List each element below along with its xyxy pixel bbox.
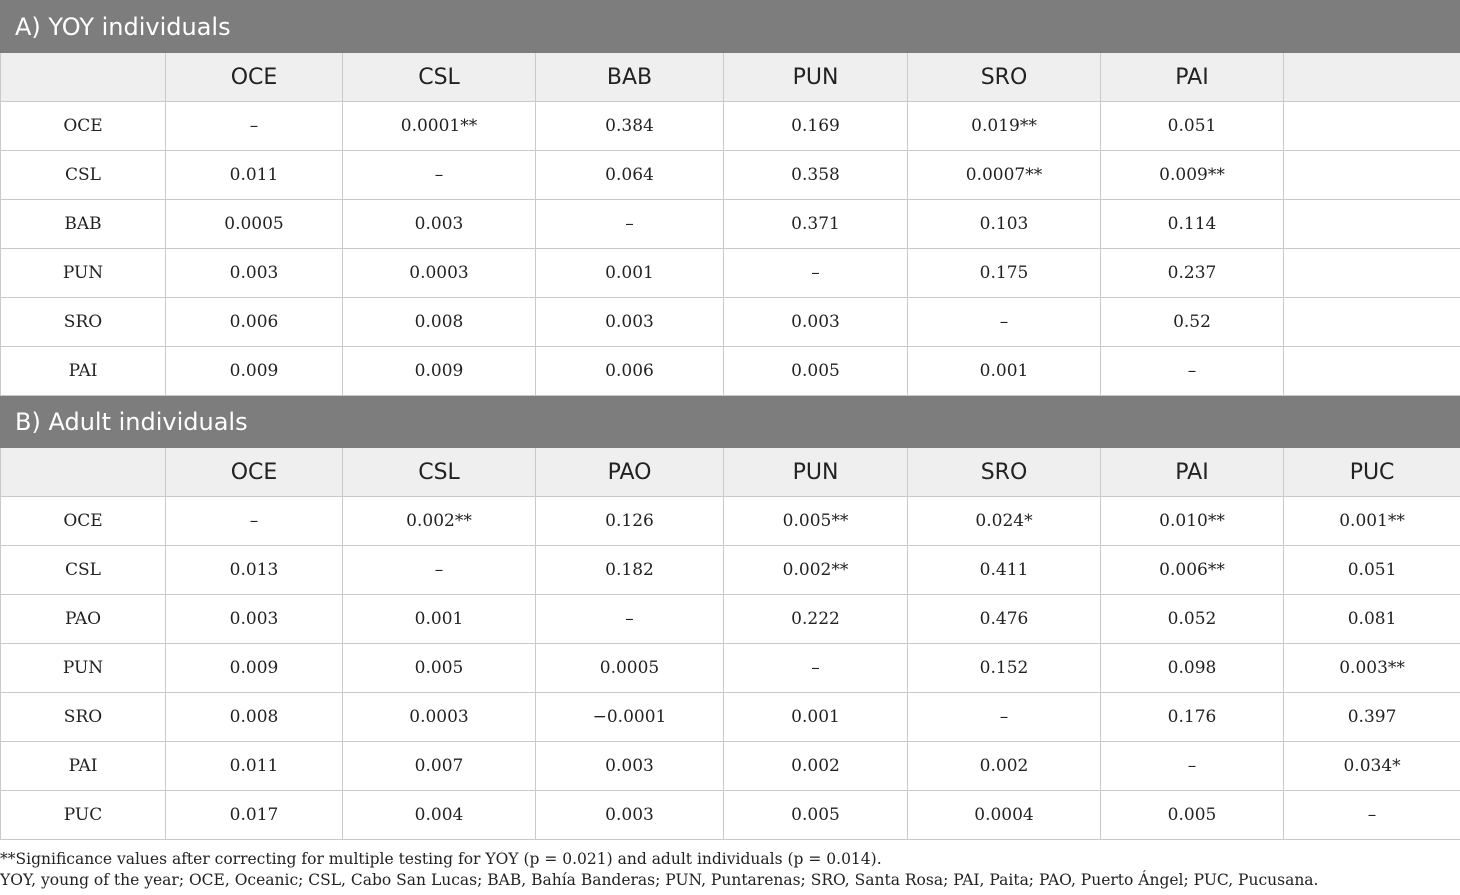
table-row — [1, 546, 1460, 595]
table-cell: 0.003 — [536, 742, 724, 791]
row-label: PAI — [1, 742, 166, 791]
table-cell: 0.0005 — [166, 200, 343, 249]
table-cell: 0.003 — [166, 249, 343, 298]
table-cell: – — [1101, 742, 1284, 791]
section-a-title-row — [1, 1, 1460, 53]
section-a-header-row — [1, 53, 1460, 102]
table-cell: 0.005 — [724, 791, 908, 840]
table-cell: 0.009** — [1101, 151, 1284, 200]
table-cell: 0.358 — [724, 151, 908, 200]
column-header: SRO — [908, 448, 1101, 497]
table-cell: 0.019** — [908, 102, 1101, 151]
table-cell: 0.064 — [536, 151, 724, 200]
table-row — [1, 742, 1460, 791]
table-cell: 0.010** — [1101, 497, 1284, 546]
table-cell: 0.098 — [1101, 644, 1284, 693]
table-cell: 0.114 — [1101, 200, 1284, 249]
section-b-title-row — [1, 396, 1460, 448]
table-cell: 0.371 — [724, 200, 908, 249]
column-header: BAB — [536, 53, 724, 102]
table-cell: 0.002** — [724, 546, 908, 595]
column-header: CSL — [343, 53, 536, 102]
table-cell — [1284, 102, 1460, 151]
table-cell: 0.003 — [536, 298, 724, 347]
table-cell: 0.011 — [166, 151, 343, 200]
table-cell: 0.005 — [1101, 791, 1284, 840]
table-cell — [1284, 200, 1460, 249]
column-header: PUN — [724, 448, 908, 497]
table-cell — [1284, 249, 1460, 298]
table-cell: 0.003 — [724, 298, 908, 347]
table-cell: 0.476 — [908, 595, 1101, 644]
table-cell: 0.051 — [1284, 546, 1460, 595]
table-cell: – — [166, 102, 343, 151]
column-header — [1284, 53, 1460, 102]
table-cell: 0.397 — [1284, 693, 1460, 742]
table-cell: 0.006** — [1101, 546, 1284, 595]
table-cell: – — [908, 693, 1101, 742]
table-cell: 0.006 — [166, 298, 343, 347]
table-cell: 0.001 — [536, 249, 724, 298]
column-header — [1, 448, 166, 497]
table-cell: 0.017 — [166, 791, 343, 840]
row-label: SRO — [1, 298, 166, 347]
table-cell: 0.001 — [343, 595, 536, 644]
table-cell: 0.175 — [908, 249, 1101, 298]
table-cell: 0.182 — [536, 546, 724, 595]
table-cell: 0.0007** — [908, 151, 1101, 200]
section-b-title: B) Adult individuals — [1, 396, 1460, 448]
table-cell: 0.237 — [1101, 249, 1284, 298]
table-row — [1, 102, 1460, 151]
table-cell: 0.006 — [536, 347, 724, 396]
table-cell — [1284, 298, 1460, 347]
table-cell: – — [536, 595, 724, 644]
table-cell: – — [724, 644, 908, 693]
row-label: PAO — [1, 595, 166, 644]
table-cell: −0.0001 — [536, 693, 724, 742]
table-cell: 0.003 — [536, 791, 724, 840]
table-cell: 0.051 — [1101, 102, 1284, 151]
table-cell: 0.004 — [343, 791, 536, 840]
table-cell: 0.081 — [1284, 595, 1460, 644]
table-cell — [1284, 347, 1460, 396]
footnotes — [0, 849, 1460, 891]
table-cell: 0.005 — [724, 347, 908, 396]
table-cell: – — [343, 151, 536, 200]
table-cell: 0.002 — [908, 742, 1101, 791]
row-label: OCE — [1, 497, 166, 546]
table-cell: 0.008 — [343, 298, 536, 347]
table-cell: 0.011 — [166, 742, 343, 791]
column-header: CSL — [343, 448, 536, 497]
section-b-header-row — [1, 448, 1460, 497]
table-cell: 0.009 — [343, 347, 536, 396]
table-cell: 0.003 — [166, 595, 343, 644]
table-cell: 0.001** — [1284, 497, 1460, 546]
table-cell: 0.0005 — [536, 644, 724, 693]
column-header: OCE — [166, 53, 343, 102]
row-label: BAB — [1, 200, 166, 249]
table-cell: 0.002 — [724, 742, 908, 791]
table-cell: 0.52 — [1101, 298, 1284, 347]
table-cell: – — [1284, 791, 1460, 840]
table-cell: 0.152 — [908, 644, 1101, 693]
table-cell: 0.103 — [908, 200, 1101, 249]
row-label: SRO — [1, 693, 166, 742]
table-row — [1, 200, 1460, 249]
column-header: PAI — [1101, 448, 1284, 497]
table-cell: 0.009 — [166, 347, 343, 396]
table-cell: – — [166, 497, 343, 546]
table-cell: 0.003** — [1284, 644, 1460, 693]
table-cell: 0.0003 — [343, 249, 536, 298]
footnote-significance: **Significance values after correcting for multiple testing for YOY (p = 0.021) and adult individuals (p = 0.014). — [0, 850, 882, 868]
table-cell: – — [1101, 347, 1284, 396]
table-cell: – — [536, 200, 724, 249]
table-row — [1, 151, 1460, 200]
table-row — [1, 298, 1460, 347]
table-row — [1, 644, 1460, 693]
row-label: OCE — [1, 102, 166, 151]
table-cell — [1284, 151, 1460, 200]
row-label: CSL — [1, 546, 166, 595]
table-cell: 0.176 — [1101, 693, 1284, 742]
row-label: PAI — [1, 347, 166, 396]
table-cell: 0.024* — [908, 497, 1101, 546]
table-cell: 0.169 — [724, 102, 908, 151]
table-cell: 0.001 — [724, 693, 908, 742]
table-row — [1, 595, 1460, 644]
table-cell: – — [908, 298, 1101, 347]
table-row — [1, 693, 1460, 742]
footnote-abbreviations: YOY, young of the year; OCE, Oceanic; CSL, Cabo San Lucas; BAB, Bahía Banderas; PUN, Puntarenas; SRO, Santa Rosa; PAI, Paita; PAO, Puerto Ángel; PUC, Pucusana. — [0, 871, 1319, 889]
table-cell: 0.008 — [166, 693, 343, 742]
table-cell: 0.005** — [724, 497, 908, 546]
row-label: PUC — [1, 791, 166, 840]
row-label: PUN — [1, 644, 166, 693]
column-header: PUC — [1284, 448, 1460, 497]
table-row — [1, 347, 1460, 396]
table-cell: – — [724, 249, 908, 298]
table-cell: 0.034* — [1284, 742, 1460, 791]
table-cell: 0.384 — [536, 102, 724, 151]
table-cell: 0.052 — [1101, 595, 1284, 644]
table-cell: 0.411 — [908, 546, 1101, 595]
table-cell: 0.003 — [343, 200, 536, 249]
table-cell: 0.0004 — [908, 791, 1101, 840]
table-cell: 0.009 — [166, 644, 343, 693]
table-cell: 0.002** — [343, 497, 536, 546]
table-cell: 0.007 — [343, 742, 536, 791]
table-cell: 0.222 — [724, 595, 908, 644]
column-header — [1, 53, 166, 102]
column-header: PUN — [724, 53, 908, 102]
table-cell: 0.005 — [343, 644, 536, 693]
table-cell: 0.0001** — [343, 102, 536, 151]
row-label: CSL — [1, 151, 166, 200]
table-row — [1, 791, 1460, 840]
column-header: PAO — [536, 448, 724, 497]
table-cell: 0.013 — [166, 546, 343, 595]
table-row — [1, 249, 1460, 298]
table-cell: 0.126 — [536, 497, 724, 546]
table-cell: 0.001 — [908, 347, 1101, 396]
row-label: PUN — [1, 249, 166, 298]
section-a-title: A) YOY individuals — [1, 1, 1460, 53]
column-header: SRO — [908, 53, 1101, 102]
column-header: PAI — [1101, 53, 1284, 102]
table-cell: – — [343, 546, 536, 595]
table-cell: 0.0003 — [343, 693, 536, 742]
column-header: OCE — [166, 448, 343, 497]
table-row — [1, 497, 1460, 546]
